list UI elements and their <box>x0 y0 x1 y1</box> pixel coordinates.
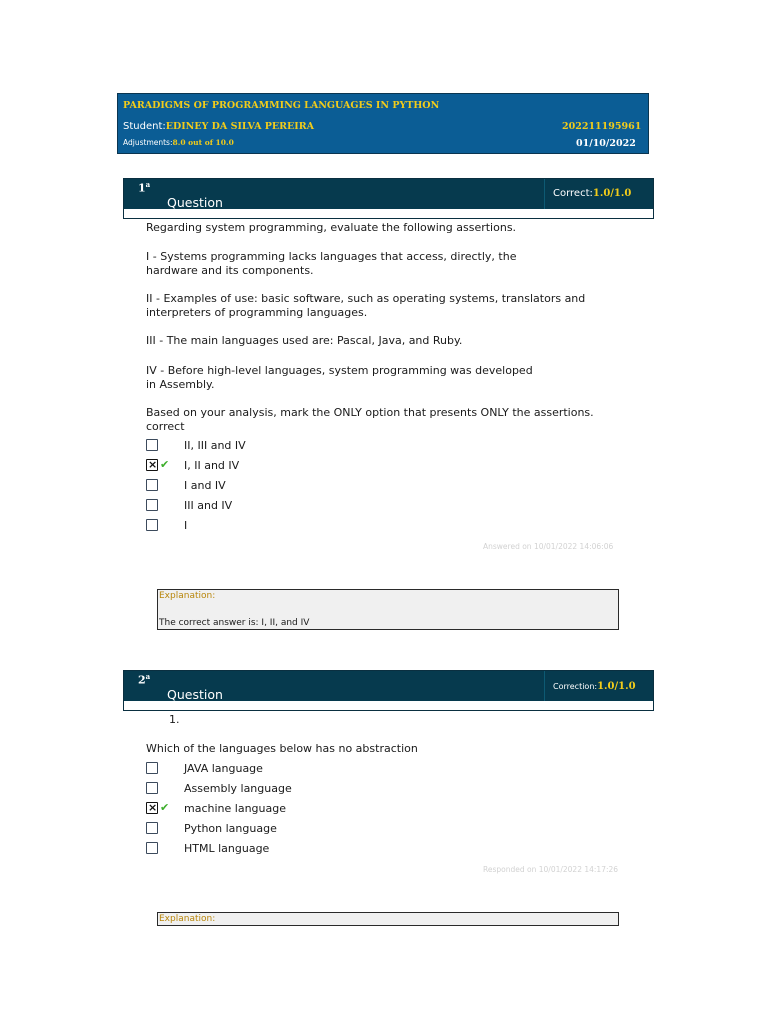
adjustments-value: 8.0 out of 10.0 <box>172 138 234 147</box>
option-label: machine language <box>184 802 286 815</box>
adjustments-label: Adjustments: <box>123 138 173 147</box>
checkbox[interactable] <box>146 842 158 854</box>
explanation-box <box>157 912 619 926</box>
course-title: PARADIGMS OF PROGRAMMING LANGUAGES IN PYTHON <box>123 100 440 111</box>
option-label: I, II and IV <box>184 459 240 472</box>
assertion-iv: IV - Before high-level languages, system programming was developed in Assembly. <box>146 364 533 391</box>
checkbox-checked[interactable] <box>146 459 158 471</box>
option-label: Assembly language <box>184 782 292 795</box>
adjustments-row <box>123 138 234 147</box>
correct-check-icon: ✔ <box>160 801 170 814</box>
checkbox[interactable] <box>146 439 158 451</box>
option-label: III and IV <box>184 499 233 512</box>
checkbox[interactable] <box>146 499 158 511</box>
question-1-bar <box>123 178 654 219</box>
q1-option-2[interactable] <box>146 459 446 473</box>
q2-option-4[interactable] <box>146 822 446 836</box>
question-label: Question <box>167 195 223 210</box>
explanation-label: Explanation: <box>159 914 216 924</box>
explanation-label: Explanation: <box>159 591 216 601</box>
q1-option-1[interactable] <box>146 439 446 453</box>
explanation-box <box>157 589 619 630</box>
bar-divider <box>544 179 545 209</box>
answered-timestamp: Answered on 10/01/2022 14:06:06 <box>483 542 614 551</box>
option-label: I <box>184 519 188 532</box>
q2-option-1[interactable] <box>146 762 446 776</box>
q2-option-3[interactable] <box>146 802 446 816</box>
q2-option-5[interactable] <box>146 842 446 856</box>
option-label: I and IV <box>184 479 226 492</box>
option-label: HTML language <box>184 842 270 855</box>
checkbox[interactable] <box>146 519 158 531</box>
question-label: Question <box>167 687 223 702</box>
exam-header <box>117 93 649 154</box>
option-label: JAVA language <box>184 762 263 775</box>
question-number: 2$^a$ <box>138 672 151 687</box>
question-number: 1$^a$ <box>138 180 151 195</box>
explanation-text: The correct answer is: I, II, and IV <box>159 618 310 628</box>
student-name: EDINEY DA SILVA PEREIRA <box>165 121 314 132</box>
x-mark-icon: × <box>148 801 158 814</box>
q1-option-3[interactable] <box>146 479 446 493</box>
correction-status: Correction:1.0/1.0 <box>553 681 636 692</box>
bar-divider <box>544 671 545 701</box>
q1-option-5[interactable] <box>146 519 446 533</box>
checkbox[interactable] <box>146 479 158 491</box>
checkbox-checked[interactable] <box>146 802 158 814</box>
option-label: Python language <box>184 822 277 835</box>
checkbox[interactable] <box>146 822 158 834</box>
question-1-intro: Regarding system programming, evaluate the following assertions. <box>146 221 517 234</box>
checkbox[interactable] <box>146 782 158 794</box>
list-marker: 1. <box>169 713 180 726</box>
assertion-i: I - Systems programming lacks languages that access, directly, the hardware and its components. <box>146 250 517 277</box>
q1-option-4[interactable] <box>146 499 446 513</box>
student-label: Student: <box>123 121 166 132</box>
q2-option-2[interactable] <box>146 782 446 796</box>
student-row <box>123 121 314 132</box>
question-2-bar <box>123 670 654 711</box>
correct-check-icon: ✔ <box>160 458 170 471</box>
option-label: II, III and IV <box>184 439 246 452</box>
question-2-prompt: Which of the languages below has no abstraction <box>146 742 418 755</box>
exam-date: 01/10/2022 <box>576 138 636 149</box>
correction-status: Correct:1.0/1.0 <box>553 188 632 199</box>
assertion-iii: III - The main languages used are: Pascal, Java, and Ruby. <box>146 334 463 347</box>
answered-timestamp: Responded on 10/01/2022 14:17:26 <box>483 865 619 874</box>
assertion-ii: II - Examples of use: basic software, such as operating systems, translators and interpreters of programming languages. <box>146 292 586 319</box>
student-id: 202211195961 <box>562 121 642 132</box>
x-mark-icon: × <box>148 458 158 471</box>
checkbox[interactable] <box>146 762 158 774</box>
question-1-instruction: Based on your analysis, mark the ONLY option that presents ONLY the assertions. correct <box>146 406 594 433</box>
